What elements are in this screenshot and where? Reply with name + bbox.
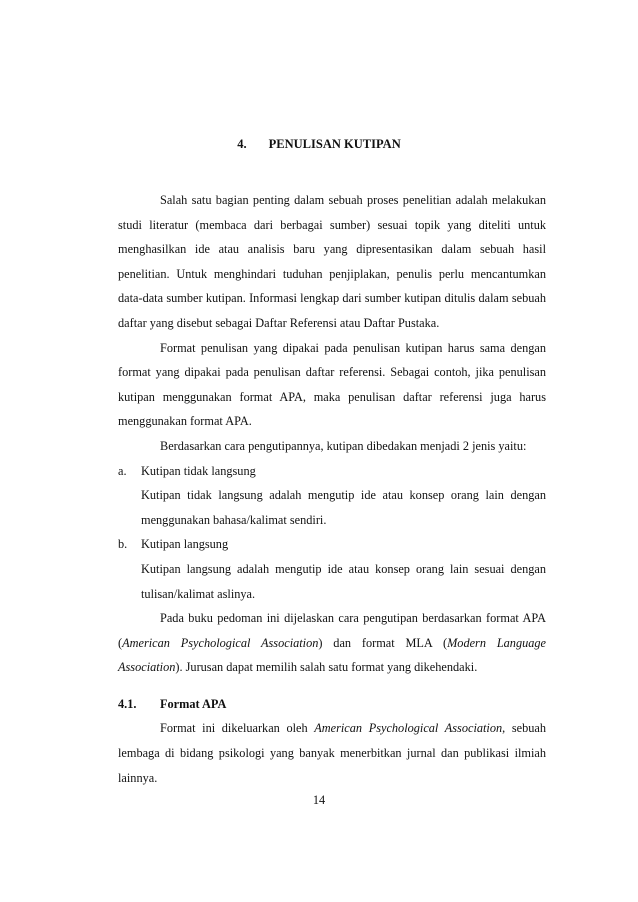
- body-text: [118, 188, 546, 790]
- list-item-title: Kutipan tidak langsung: [141, 463, 256, 478]
- list-item-text: Kutipan langsung adalah mengutip ide atau konsep orang lain sesuai dengan tulisan/kalimat aslinya.: [141, 561, 546, 601]
- paragraph-3: Berdasarkan cara pengutipannya, kutipan dibedakan menjadi 2 jenis yaitu:: [160, 438, 527, 453]
- apa-full-name: American Psychological Association: [122, 635, 319, 650]
- list-marker: b.: [118, 537, 128, 552]
- list-item-a: [118, 459, 546, 533]
- subsection-title: Format APA: [160, 696, 227, 711]
- subsection-number: 4.1.: [118, 696, 137, 711]
- page-number: 14: [312, 793, 326, 807]
- section-number: 4.: [237, 137, 247, 151]
- subsection-paragraph: Format ini dikeluarkan oleh American Psychological Association, sebuah lembaga di bidang psikologi yang banyak menerbitkan jurnal dan publikasi ilmiah lainnya.: [118, 721, 547, 785]
- list-item-b: [118, 532, 546, 606]
- section-heading: [0, 137, 638, 152]
- list-item-text: Kutipan tidak langsung adalah mengutip ide atau konsep orang lain dengan menggunakan bahasa/kalimat sendiri.: [141, 488, 546, 527]
- mla-full-name: Modern Language Association: [118, 635, 547, 675]
- section-title: PENULISAN KUTIPAN: [268, 137, 401, 151]
- subsection-heading: [118, 692, 546, 717]
- paragraph-4: Pada buku pedoman ini dijelaskan cara pengutipan berdasarkan format APA (American Psychological Association) dan format MLA (Modern Language Association). Jurusan dapat memilih salah satu format yang dikehendaki.: [118, 611, 547, 675]
- list-item-title: Kutipan langsung: [141, 537, 229, 552]
- apa-full-name-2: American Psychological Association: [314, 721, 503, 736]
- list-marker: a.: [118, 463, 127, 478]
- paragraph-1: Salah satu bagian penting dalam sebuah proses penelitian adalah melakukan studi literatur (membaca dari berbagai sumber) sesuai topik yang diteliti untuk menghasilkan ide atau analisis baru yang dipresentasikan dalam sebuah hasil penelitian. Untuk menghindari tuduhan penjiplakan, penulis perlu mencantumkan data-data sumber kutipan. Informasi lengkap dari sumber kutipan ditulis dalam sebuah daftar yang disebut sebagai Daftar Referensi atau Daftar Pustaka.: [118, 193, 546, 330]
- paragraph-2: Format penulisan yang dipakai pada penulisan kutipan harus sama dengan format yang dipakai pada penulisan daftar referensi. Sebagai contoh, jika penulisan kutipan menggunakan format APA, maka penulisan daftar referensi juga harus menggunakan format APA.: [118, 340, 546, 429]
